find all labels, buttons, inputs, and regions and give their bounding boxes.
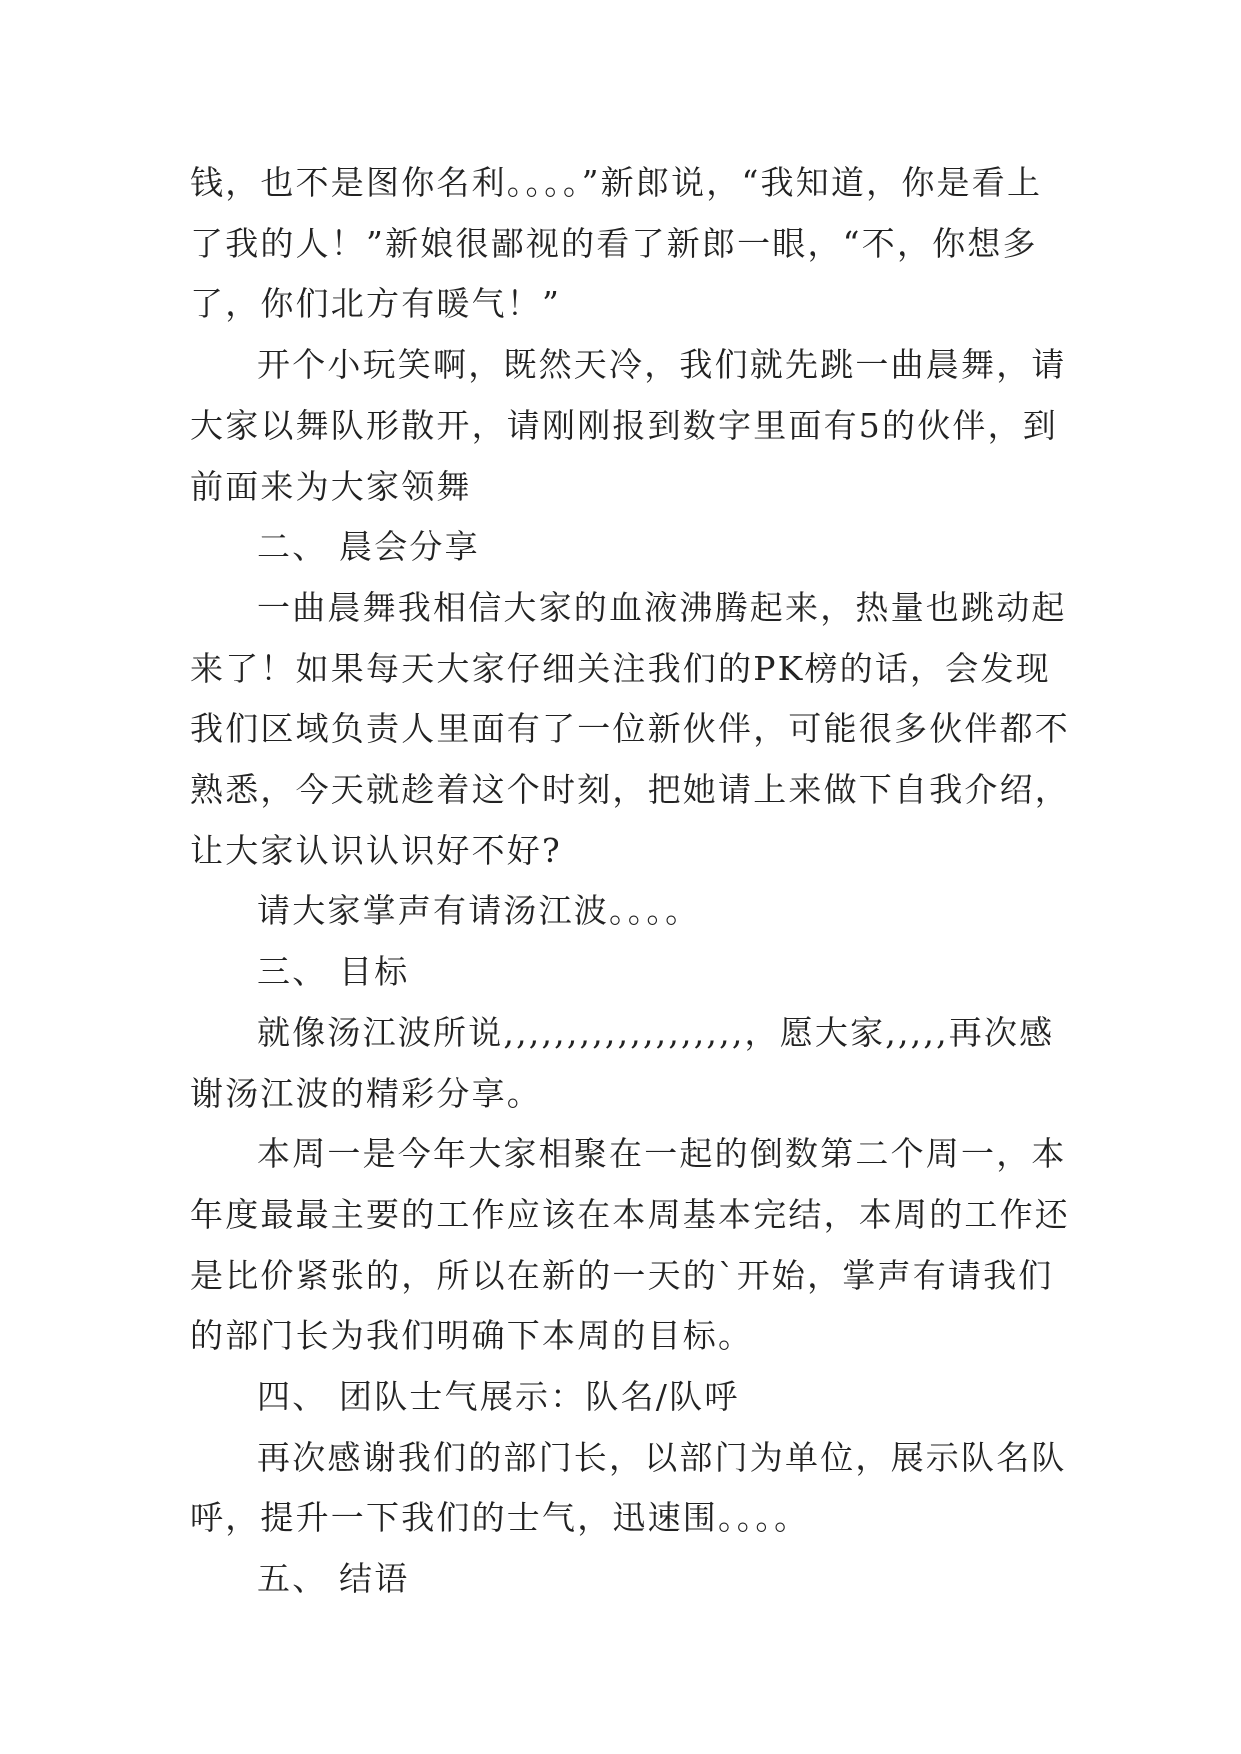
- section-number: 五、: [257, 1559, 328, 1599]
- section-title: 目标: [339, 952, 410, 992]
- section-number: 四、: [257, 1377, 328, 1417]
- document-body: [190, 153, 1070, 1610]
- section-number: 三、: [257, 952, 328, 992]
- paragraph: 本周一是今年大家相聚在一起的倒数第二个周一，本年度最最主要的工作应该在本周基本完结，本周的工作还是比价紧张的，所以在新的一天的`开始，掌声有请我们的部门长为我们明确下本周的目标。: [190, 1134, 1070, 1356]
- section-title: 团队士气展示：队名/队呼: [339, 1377, 740, 1417]
- section-heading: [190, 942, 1070, 1003]
- paragraph: 再次感谢我们的部门长，以部门为单位，展示队名队呼，提升一下我们的士气，迅速围。。。。: [190, 1437, 1067, 1538]
- section-number: 二、: [257, 527, 328, 567]
- paragraph: 就像汤江波所说,,,,,,,,,,,,,,,,,,,，愿大家,,,,,再次感谢汤江波的精彩分享。: [190, 1012, 1055, 1113]
- section-heading: [190, 517, 1070, 578]
- paragraph: 开个小玩笑啊，既然天冷，我们就先跳一曲晨舞，请大家以舞队形散开，请刚刚报到数字里面有5的伙伴，到前面来为大家领舞: [190, 345, 1067, 506]
- paragraph: 钱，也不是图你名利。。。。”新郎说，“我知道，你是看上了我的人！”新娘很鄙视的看了新郎一眼，“不，你想多了，你们北方有暖气！”: [190, 163, 1043, 324]
- paragraph: 一曲晨舞我相信大家的血液沸腾起来，热量也跳动起来了！如果每天大家仔细关注我们的PK榜的话，会发现我们区域负责人里面有了一位新伙伴，可能很多伙伴都不熟悉，今天就趁着这个时刻，把她请上来做下自我介绍，让大家认识认识好不好?: [190, 587, 1070, 870]
- section-title: 结语: [339, 1559, 410, 1599]
- paragraph: 请大家掌声有请汤江波。。。。: [257, 891, 701, 931]
- section-heading: [190, 1549, 1070, 1610]
- section-heading: [190, 1367, 1070, 1428]
- section-title: 晨会分享: [339, 527, 480, 567]
